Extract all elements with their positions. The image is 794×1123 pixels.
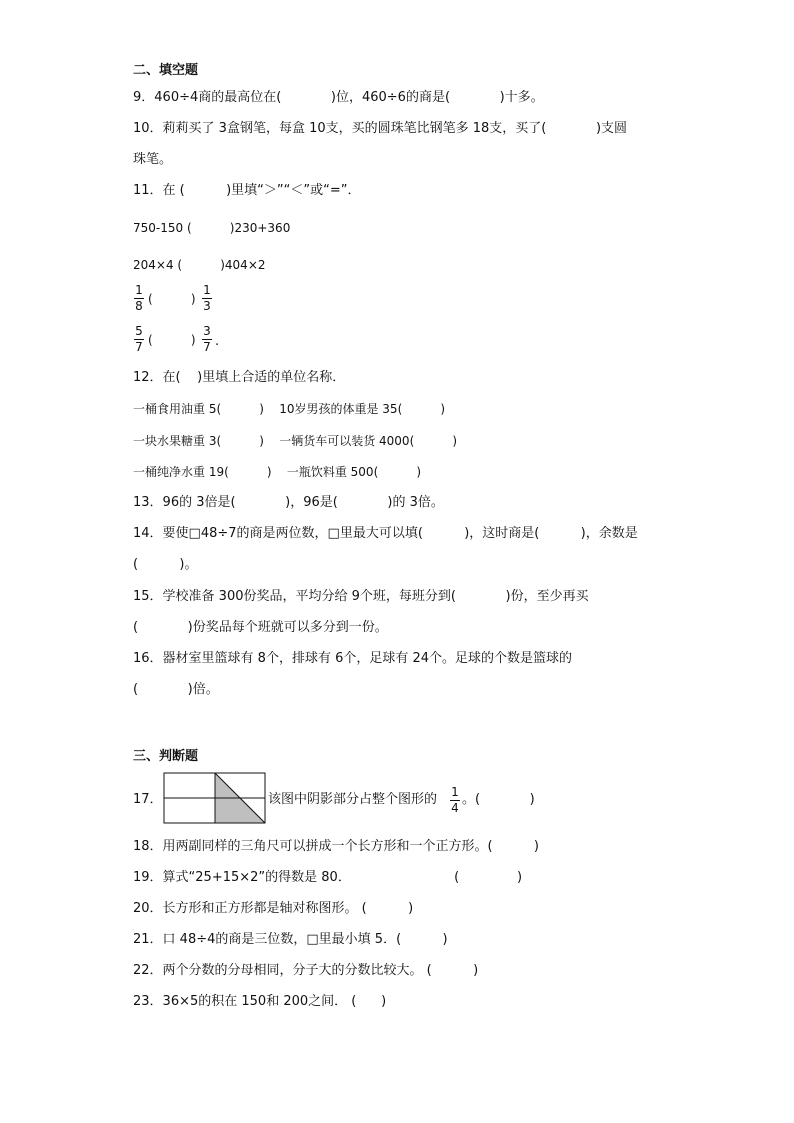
question-17-text: 该图中阴影部分占整个图形的 <box>268 792 438 807</box>
question-17-number: 17． <box>133 792 163 807</box>
question-23: 23．36×5的积在 150和 200之间． ( ) <box>133 994 387 1009</box>
fraction-denominator: 7 <box>135 340 143 354</box>
question-10-line2: 珠笔。 <box>133 152 173 167</box>
fraction-numerator: 1 <box>135 283 143 297</box>
fraction-1-3 <box>202 284 212 313</box>
question-16-line1: 16．器材室里篮球有 8个，排球有 6个，足球有 24个。足球的个数是篮球的 <box>133 651 573 666</box>
question-12: 12．在( )里填上合适的单位名称． <box>133 370 346 385</box>
fraction-numerator: 1 <box>451 785 459 799</box>
question-13: 13．96的 3倍是( )，96是( )的 3倍。 <box>133 495 444 510</box>
question-21: 21．口 48÷4的商是三位数，□里最小填 5．( ) <box>133 932 448 947</box>
question-11-a: 750-150 ( )230+360 <box>133 221 291 235</box>
question-15-line2: ( )份奖品每个班就可以多分到一份。 <box>133 620 388 635</box>
question-12-c: 一桶纯净水重 19( ) 一瓶饮料重 500( ) <box>133 465 422 479</box>
question-11-c-blank: ( ) <box>148 292 196 306</box>
question-11-d-blank: ( ) <box>148 333 196 347</box>
fraction-denominator: 3 <box>203 299 211 313</box>
fraction-numerator: 3 <box>203 324 211 338</box>
question-16-line2: ( )倍。 <box>133 682 219 697</box>
section-title-fill-blank: 二、填空题 <box>133 63 199 78</box>
question-11: 11．在 ( )里填“＞”“＜”或“=”． <box>133 183 361 198</box>
fraction-denominator: 7 <box>203 340 211 354</box>
question-9: 9．460÷4商的最高位在( )位，460÷6的商是( )十多。 <box>133 90 544 105</box>
question-11-b: 204×4 ( )404×2 <box>133 258 266 272</box>
fraction-3-7 <box>202 325 212 354</box>
section-title-true-false: 三、判断题 <box>133 749 199 764</box>
fraction-1-4 <box>450 786 460 815</box>
question-10-line1: 10．莉莉买了 3盒钢笔，每盒 10支，买的圆珠笔比钢笔多 18支，买了( )支圆 <box>133 121 628 136</box>
fraction-numerator: 5 <box>135 324 143 338</box>
fraction-5-7 <box>134 325 144 354</box>
question-19: 19．算式“25+15×2”的得数是 80． ( ) <box>133 870 523 885</box>
question-12-a: 一桶食用油重 5( ) 10岁男孩的体重是 35( ) <box>133 402 446 416</box>
question-14-line2: ( )。 <box>133 557 198 572</box>
fraction-denominator: 4 <box>451 801 459 815</box>
question-12-b: 一块水果糖重 3( ) 一辆货车可以装货 4000( ) <box>133 434 458 448</box>
question-22: 22．两个分数的分母相同，分子大的分数比较大。 ( ) <box>133 963 479 978</box>
question-11-d-period: . <box>215 334 220 349</box>
question-18: 18．用两副同样的三角尺可以拼成一个长方形和一个正方形。( ) <box>133 839 540 854</box>
question-14-line1: 14．要使□48÷7的商是两位数，□里最大可以填( )，这时商是( )，余数是 <box>133 526 638 541</box>
rectangle-shaded-figure <box>163 772 266 824</box>
fraction-denominator: 8 <box>135 299 143 313</box>
question-17-answer-blank: 。( ) <box>462 792 535 807</box>
fraction-numerator: 1 <box>203 283 211 297</box>
question-15-line1: 15．学校准备 300份奖品，平均分给 9个班，每班分到( )份，至少再买 <box>133 589 589 604</box>
fraction-1-8 <box>134 284 144 313</box>
question-20: 20．长方形和正方形都是轴对称图形。 ( ) <box>133 901 414 916</box>
